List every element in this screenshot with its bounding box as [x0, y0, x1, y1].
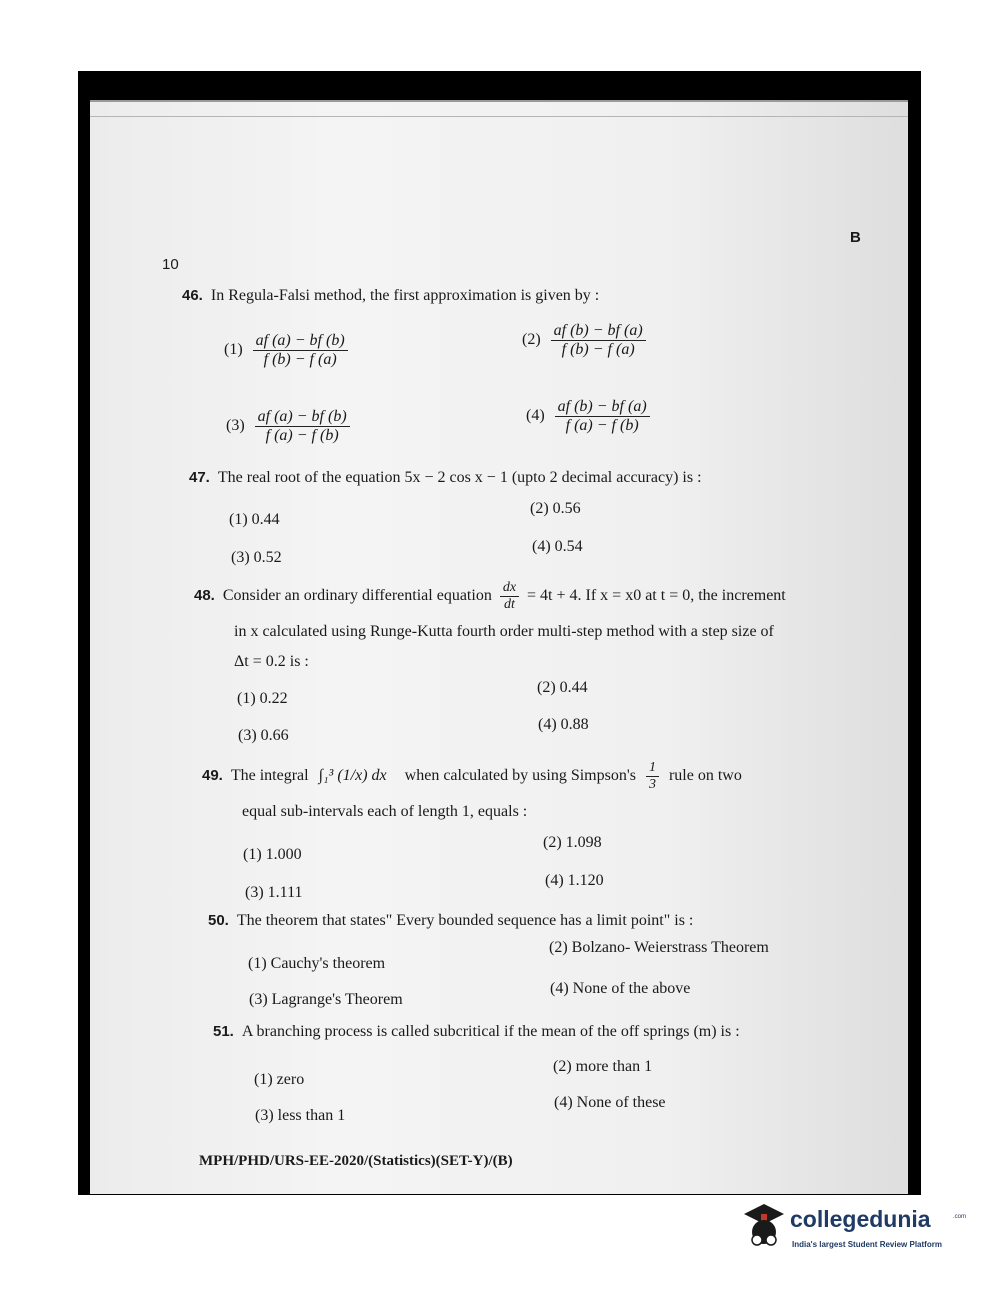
q46-option-3: (3) $\frac{af (a) - bf (b)}{f (a) - f (b)}$: [226, 408, 350, 445]
question-51: 51. A branching process is called subcritical if the mean of the off springs (m) is :: [213, 1023, 740, 1040]
q47-option-3: (3) 0.52: [231, 549, 282, 566]
q51-option-1: (1) zero: [254, 1071, 305, 1088]
logo-wordmark: collegedunia: [790, 1206, 931, 1232]
q49-option-3: (3) 1.111: [245, 884, 303, 901]
question-49-line-2: equal sub-intervals each of length 1, equals :: [242, 803, 528, 820]
q49-option-2: (2) 1.098: [543, 834, 602, 851]
q46-option-2: (2) $\frac{af (b) - bf (a)}{f (b) - f (a)}$: [522, 322, 646, 359]
logo-suffix: .com: [953, 1214, 967, 1220]
question-49: 49. The integral ∫₁³ (1/x) dx when calculated by using Simpson's $\frac{1}{3}$ rule on two: [202, 760, 742, 792]
q51-option-3: (3) less than 1: [255, 1107, 346, 1124]
q50-option-1: (1) Cauchy's theorem: [248, 955, 386, 972]
question-46: 46. In Regula-Falsi method, the first approximation is given by :: [182, 287, 600, 304]
logo-tagline: India's largest Student Review Platform: [792, 1240, 942, 1249]
question-47: 47. The real root of the equation 5x − 2 cos x − 1 (upto 2 decimal accuracy) is :: [189, 469, 702, 486]
q46-option-4: (4) $\frac{af (b) - bf (a)}{f (a) - f (b)}$: [526, 398, 650, 435]
collegedunia-logo[interactable]: [740, 1200, 965, 1260]
q50-option-2: (2) Bolzano- Weierstrass Theorem: [549, 939, 769, 956]
q51-option-2: (2) more than 1: [553, 1058, 653, 1075]
footer-code: MPH/PHD/URS-EE-2020/(Statistics)(SET-Y)/(B): [199, 1153, 513, 1169]
q49-option-4: (4) 1.120: [545, 872, 604, 889]
q48-option-4: (4) 0.88: [538, 716, 589, 733]
q51-option-4: (4) None of these: [554, 1094, 666, 1111]
q48-option-2: (2) 0.44: [537, 679, 588, 696]
q49-option-1: (1) 1.000: [243, 846, 302, 863]
question-48: 48. Consider an ordinary differential equation $\frac{dx}{dt}$ = 4t + 4. If x = x0 at t = 0, the increment: [194, 580, 786, 612]
page-number: 10: [162, 256, 179, 273]
question-48-line-2: in x calculated using Runge-Kutta fourth order multi-step method with a step size of: [234, 623, 774, 640]
question-48-line-3: Δt = 0.2 is :: [234, 653, 309, 670]
graduate-mascot-icon: [740, 1200, 788, 1256]
q47-option-4: (4) 0.54: [532, 538, 583, 555]
q50-option-3: (3) Lagrange's Theorem: [249, 991, 403, 1008]
question-50: 50. The theorem that states" Every bounded sequence has a limit point" is :: [208, 912, 694, 929]
q47-option-1: (1) 0.44: [229, 511, 280, 528]
q48-option-1: (1) 0.22: [237, 690, 288, 707]
q46-option-1: (1) $\frac{af (a) - bf (b)}{f (b) - f (a)}$: [224, 332, 348, 369]
q48-option-3: (3) 0.66: [238, 727, 289, 744]
q50-option-4: (4) None of the above: [550, 980, 691, 997]
set-code: B: [850, 229, 861, 246]
q47-option-2: (2) 0.56: [530, 500, 581, 517]
paper-top-edge: [90, 100, 908, 117]
integral-expression: ∫₁³ (1/x) dx: [318, 767, 387, 785]
